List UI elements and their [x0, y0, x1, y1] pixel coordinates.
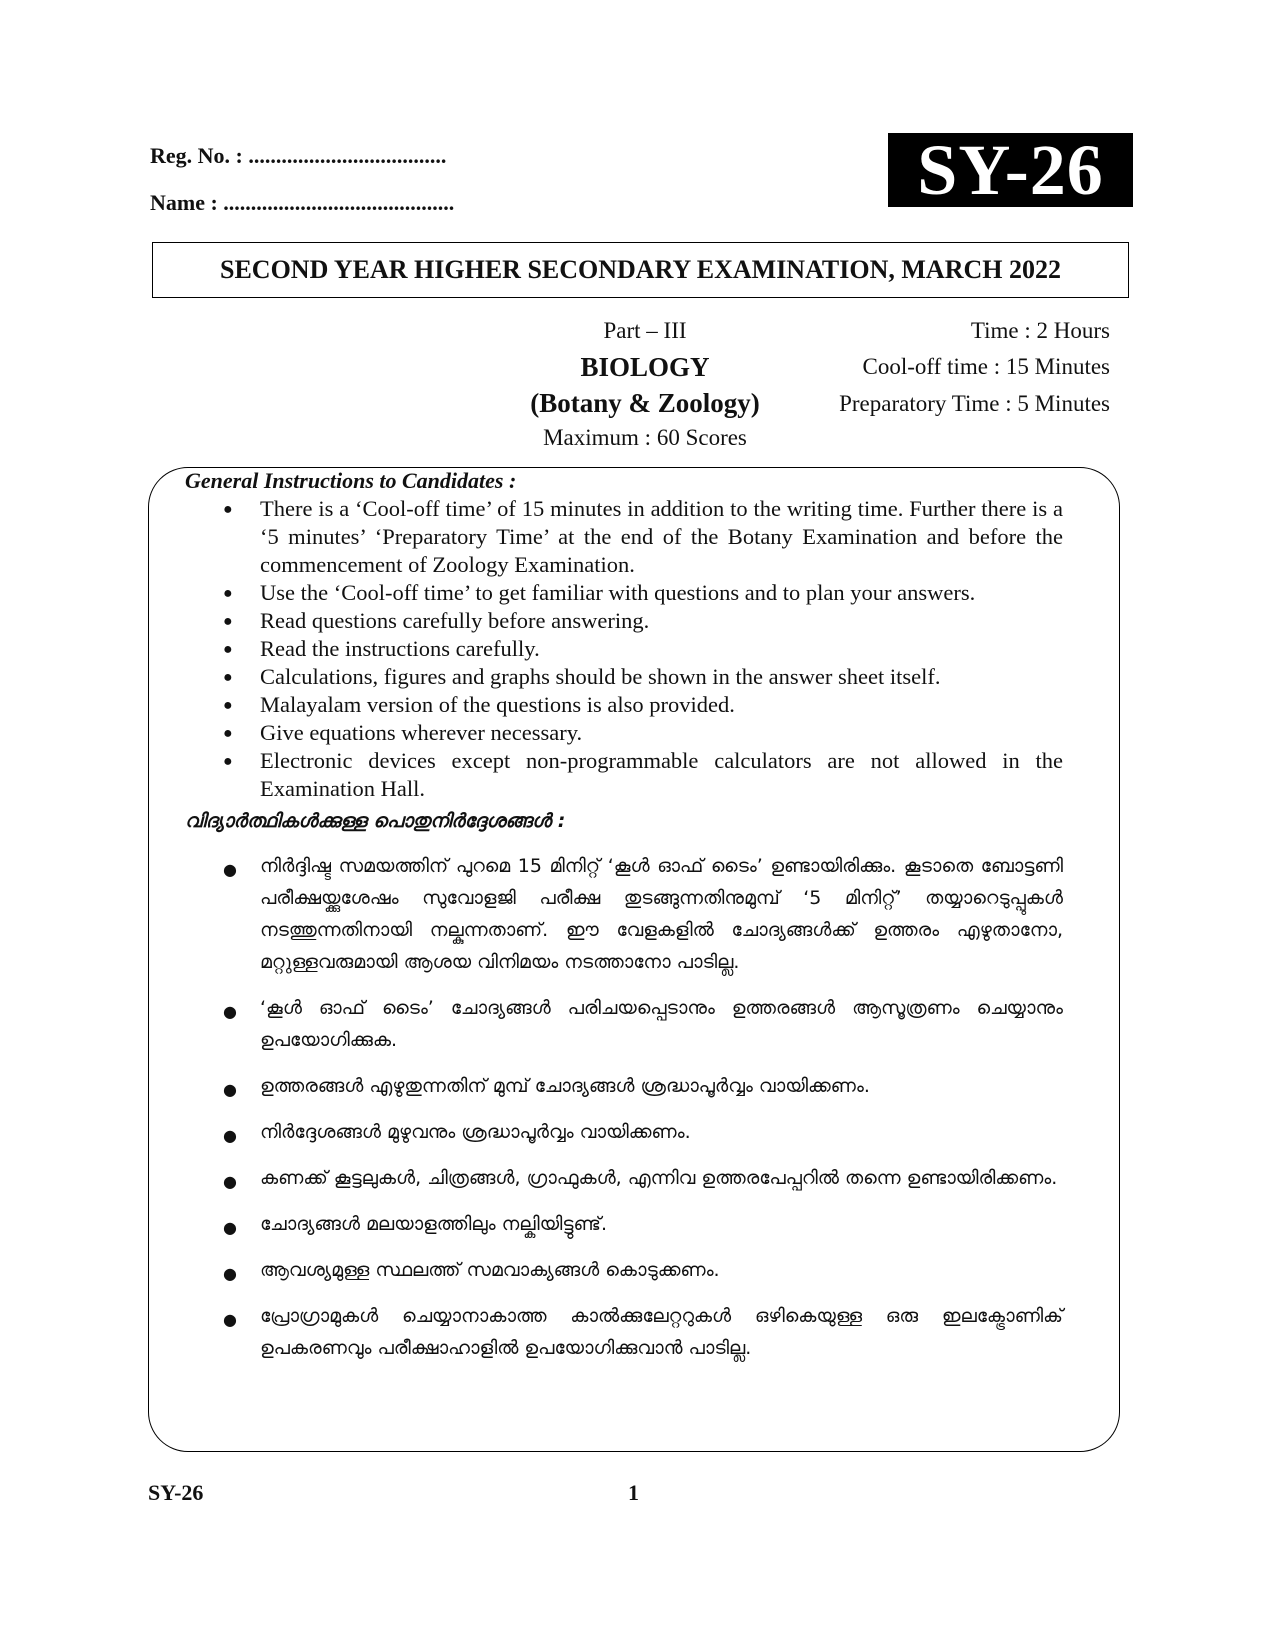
max-scores: Maximum : 60 Scores	[543, 425, 747, 450]
list-item: ● There is a ‘Cool-off time’ of 15 minutes in addition to the writing time. Further there is a ‘5 minutes’ ‘Preparatory Time’ at the end of the Botany Examination and before the commencement of Zoology Examination.	[185, 495, 1063, 579]
list-item: ● നിർദ്ദേശങ്ങൾ മുഴുവനും ശ്രദ്ധാപൂർവ്വം വായിക്കണം.	[185, 1116, 1063, 1148]
list-item: ● ആവശ്യമുള്ള സ്ഥലത്ത് സമവാക്യങ്ങൾ കൊടുക്കണം.	[185, 1254, 1063, 1286]
footer-paper-code: SY-26	[148, 1480, 204, 1505]
list-item: ● കണക്ക് കൂട്ടലുകൾ, ചിത്രങ്ങൾ, ഗ്രാഫുകൾ, എന്നിവ ഉത്തരപേപ്പറിൽ തന്നെ ഉണ്ടായിരിക്കണം.	[185, 1162, 1063, 1194]
paper-code-badge: SY-26	[888, 133, 1133, 207]
list-item: ● Read the instructions carefully.	[185, 635, 1063, 663]
list-item: ● ഉത്തരങ്ങൾ എഴുതുന്നതിന് മുമ്പ് ചോദ്യങ്ങൾ ശ്രദ്ധാപൂർവ്വം വായിക്കണം.	[185, 1070, 1063, 1102]
list-item: ● Electronic devices except non-programmable calculators are not allowed in the Examination Hall.	[185, 747, 1063, 803]
list-item: ● ‘കൂൾ ഓഫ് ടൈം’ ചോദ്യങ്ങൾ പരിചയപ്പെടാനും ഉത്തരങ്ങൾ ആസൂത്രണം ചെയ്യാനും ഉപയോഗിക്കുക.	[185, 992, 1063, 1056]
malayalam-instructions-heading: വിദ്യാർത്ഥികൾക്കുള്ള പൊതുനിർദ്ദേശങ്ങൾ :	[185, 810, 566, 832]
list-item: ● Give equations wherever necessary.	[185, 719, 1063, 747]
page-number: 1	[628, 1480, 639, 1505]
english-instructions-heading: General Instructions to Candidates :	[185, 468, 517, 493]
list-item: ● Malayalam version of the questions is also provided.	[185, 691, 1063, 719]
reg-no-field: Reg. No. : ....................................	[150, 143, 447, 168]
list-item: ● നിർദ്ദിഷ്ട സമയത്തിന് പുറമെ 15 മിനിറ്റ് ‘കൂൾ ഓഫ് ടൈം’ ഉണ്ടായിരിക്കും. കൂടാതെ ബോട്ടണി പരീക്ഷയ്ക്കുശേഷം സുവോളജി പരീക്ഷ തുടങ്ങുന്നതിനുമുമ്പ് ‘5 മിനിറ്റ്’ തയ്യാറെടുപ്പുകൾ നടത്തുന്നതിനായി നല്കുന്നതാണ്. ഈ വേളകളിൽ ചോദ്യങ്ങൾക്ക് ഉത്തരം എഴുതാനോ, മറ്റുള്ളവരുമായി ആശയ വിനിമയം നടത്താനോ പാടില്ല.	[185, 850, 1063, 978]
malayalam-instructions-list	[185, 850, 1063, 1378]
part-label: Part – III	[603, 318, 687, 343]
list-item: ● ചോദ്യങ്ങൾ മലയാളത്തിലും നല്കിയിട്ടുണ്ട്.	[185, 1208, 1063, 1240]
exam-title: SECOND YEAR HIGHER SECONDARY EXAMINATION, MARCH 2022	[152, 242, 1129, 298]
list-item: ● പ്രോഗ്രാമുകൾ ചെയ്യാനാകാത്ത കാൽക്കുലേറ്ററുകൾ ഒഴികെയുള്ള ഒരു ഇലക്ട്രോണിക് ഉപകരണവും പരീക്ഷാഹാളിൽ ഉപയോഗിക്കുവാൻ പാടില്ല.	[185, 1300, 1063, 1364]
english-instructions-list	[185, 495, 1063, 803]
list-item: ● Read questions carefully before answering.	[185, 607, 1063, 635]
name-field: Name : ..........................................	[150, 190, 455, 215]
prep-time-label: Preparatory Time : 5 Minutes	[839, 391, 1110, 416]
list-item: ● Calculations, figures and graphs should be shown in the answer sheet itself.	[185, 663, 1063, 691]
list-item: ● Use the ‘Cool-off time’ to get familiar with questions and to plan your answers.	[185, 579, 1063, 607]
cooloff-label: Cool-off time : 15 Minutes	[862, 354, 1110, 379]
subject-name: BIOLOGY	[580, 352, 710, 382]
time-label: Time : 2 Hours	[970, 318, 1110, 343]
subject-subtitle: (Botany & Zoology)	[530, 388, 760, 418]
